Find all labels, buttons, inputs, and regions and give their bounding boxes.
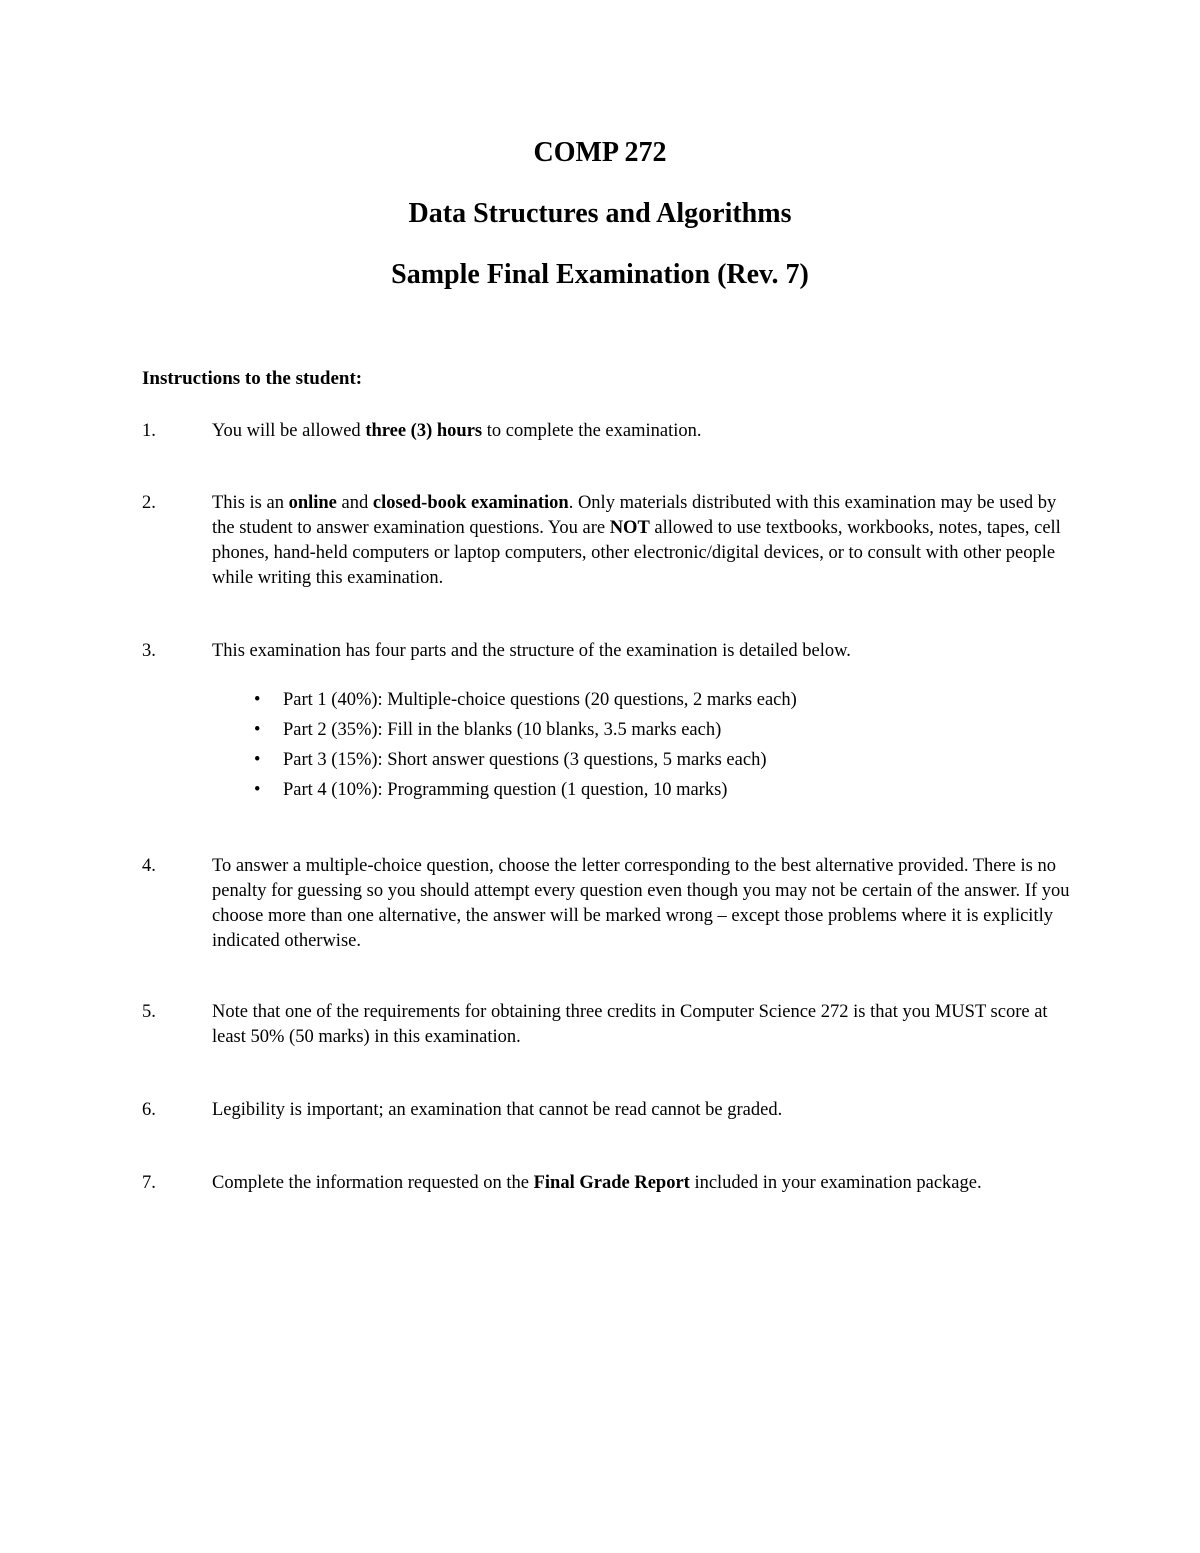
instruction-segment: Note that one of the requirements for obtaining three credits in Computer Science 272 is that you MUST score at least 50% (50 marks) in this examination. [212,1002,1048,1047]
instruction-number: 4. [142,856,156,876]
instruction-text [212,1098,1072,1123]
instruction-segment: included in your examination package. [689,1173,982,1193]
instruction-segment: to complete the examination. [482,421,702,441]
instruction-number: 7. [142,1173,156,1193]
instruction-number: 1. [142,421,156,441]
instruction-segment: This is an [212,493,289,513]
instruction-emphasis: Final Grade Report [533,1173,690,1193]
course-code: COMP 272 [533,137,667,168]
bullet-icon: • [254,750,261,770]
instruction-emphasis: closed-book examination [372,493,569,513]
instruction-text [212,491,1072,591]
instruction-segment: . Only materials distributed with this examination may be used by the student to answer examination questions. You are [212,493,1057,538]
instruction-text [212,419,1072,444]
instruction-segment: To answer a multiple-choice question, choose the letter corresponding to the best alternative provided. There is no penalty for guessing so you should attempt every question even though you may not be certain of the answer. If you choose more than one alternative, the answer will be marked wrong – except those problems where it is explicitly indicated otherwise. [212,856,1070,951]
instruction-text [212,1171,1072,1196]
instruction-segment: You will be allowed [212,421,366,441]
instruction-text [212,854,1072,954]
course-name: Data Structures and Algorithms [408,198,792,229]
exam-part-text: Part 1 (40%): Multiple-choice questions (20 questions, 2 marks each) [283,690,797,710]
instruction-number: 2. [142,493,156,513]
instruction-segment: This examination has four parts and the structure of the examination is detailed below. [212,641,851,661]
exam-part-text: Part 3 (15%): Short answer questions (3 questions, 5 marks each) [283,750,767,770]
instruction-emphasis: online [288,493,337,513]
instruction-number: 6. [142,1100,156,1120]
instruction-text [212,639,1072,664]
bullet-icon: • [254,780,261,800]
instruction-segment: and [336,493,373,513]
instructions-heading: Instructions to the student: [142,368,363,389]
exam-part-text: Part 4 (10%): Programming question (1 question, 10 marks) [283,780,728,800]
bullet-icon: • [254,720,261,740]
instruction-segment: Complete the information requested on the [212,1173,534,1193]
bullet-icon: • [254,690,261,710]
instruction-segment: allowed to use textbooks, workbooks, notes, tapes, cell phones, hand-held computers or laptop computers, other electronic/digital devices, or to consult with other people while writing this examination. [212,518,1061,588]
instruction-number: 5. [142,1002,156,1022]
exam-part-text: Part 2 (35%): Fill in the blanks (10 blanks, 3.5 marks each) [283,720,722,740]
instruction-number: 3. [142,641,156,661]
instruction-emphasis: three (3) hours [365,421,483,441]
instruction-segment: Legibility is important; an examination that cannot be read cannot be graded. [212,1100,783,1120]
instruction-emphasis: NOT [609,518,650,538]
instruction-text [212,1000,1072,1050]
exam-title: Sample Final Examination (Rev. 7) [391,259,809,290]
